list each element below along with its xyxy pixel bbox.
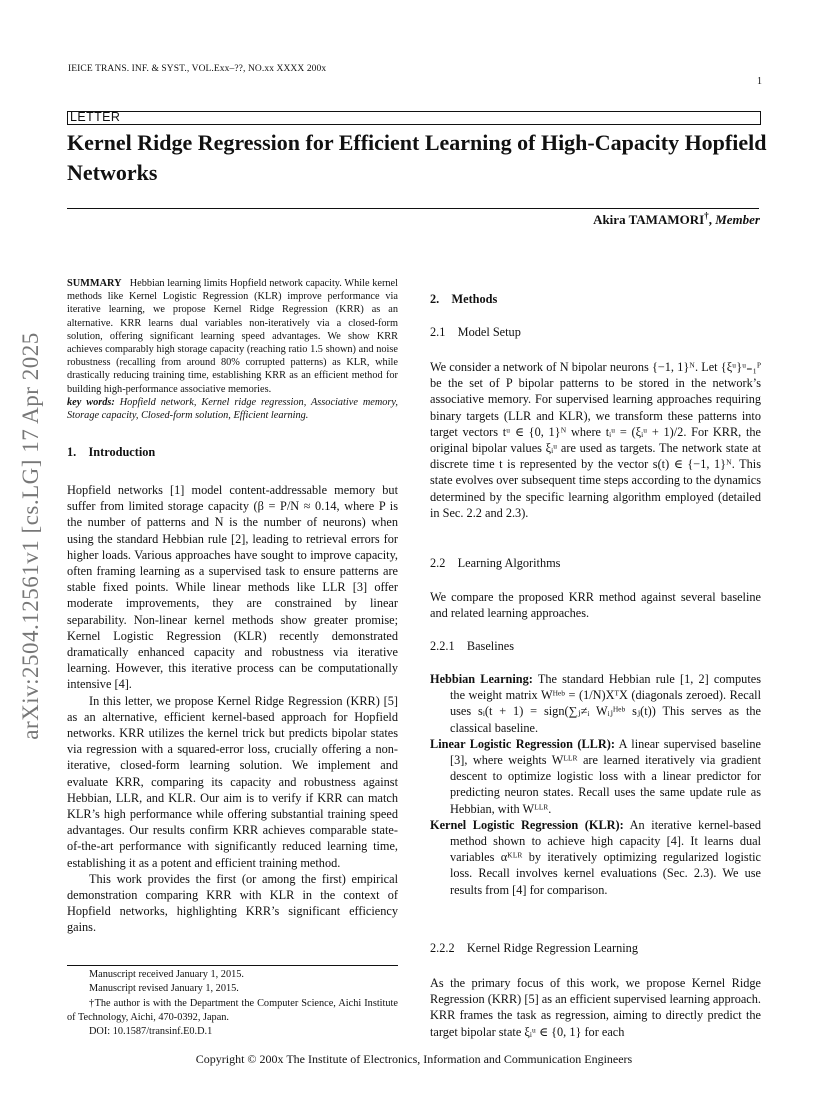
footnotes <box>67 968 398 1039</box>
intro-paragraph-2: In this letter, we propose Kernel Ridge Regression (KRR) [5] as an alternative, efficient kernel-based approach for Hopfield networks. KRR utilizes the kernel trick but predicts bipolar states via regression with a squared-error loss, crucially offering a non-iterative, closed-form learning solution. We implement and evaluate KRR, comparing its capacity and robustness against Hebbian, LLR, and KLR. Our aim is to verify if KRR can match KLR’s high performance while offering substantial training speed advantages. Our results confirm KRR achieves comparable state-of-the-art performance with significantly reduced learning time, establishing it as a potent and efficient training method. <box>67 693 398 870</box>
intro-paragraph-3: This work provides the first (or among the first) empirical demonstration comparing KRR with KLR in the context of Hopfield networks, highlighting KRR’s significant efficiency gains. <box>67 871 398 935</box>
footnote-doi: DOI: 10.1587/transinf.E0.D.1 <box>89 1026 213 1038</box>
llr-label: Linear Logistic Regression (LLR): <box>430 736 615 751</box>
baseline-hebbian <box>430 671 761 736</box>
section-2-2-2-heading: 2.2.2 Kernel Ridge Regression Learning <box>430 941 638 955</box>
section-2-2-text: We compare the proposed KRR method against several baseline and related learning approaches. <box>430 590 761 621</box>
copyright-footer: Copyright © 200x The Institute of Electronics, Information and Communication Engineers <box>195 1052 633 1066</box>
keywords-text: Hopfield network, Kernel ridge regression, Associative memory, Storage capacity, Closed-form solution, Efficient learning. <box>67 397 398 422</box>
keywords <box>67 396 398 422</box>
author-membership: Member <box>715 212 760 227</box>
summary-label: SUMMARY <box>67 278 122 289</box>
paper-title: Kernel Ridge Regression for Efficient Learning of High-Capacity Hopfield Networks <box>67 130 767 185</box>
section-2-2-heading: 2.2 Learning Algorithms <box>430 556 561 570</box>
footnote-revised: Manuscript revised January 1, 2015. <box>89 983 239 995</box>
klr-label: Kernel Logistic Regression (KLR): <box>430 817 624 832</box>
author-mark: † <box>704 210 709 221</box>
section-2-1-text: We consider a network of N bipolar neurons {−1, 1}ᴺ. Let {ξᵘ}ᵘ₌₁ᴾ be the set of P bipolar patterns to be stored in the network’s associative memory. For supervised learning approaches requiring binary targets (LLR and KLR), we transform these patterns into target vectors tᵘ ∈ {0, 1}ᴺ where tᵢᵘ = (ξᵢᵘ + 1)/2. For KRR, the original bipolar values ξᵢᵘ are used as targets. The network state at discrete time t is represented by the vector s(t) ∈ {−1, 1}ᴺ. This state evolves over subsequent time steps according to the dynamics determined by the specific learning algorithm employed (detailed in Sec. 2.2 and 2.3). <box>430 360 761 520</box>
klr-text: An iterative kernel-based method shown to achieve high capacity [4]. It learns dual variables αᴷᴸᴿ by iteratively optimizing regularized logistic loss. Recall involves kernel evaluations (Sec. 2.3). We use results from [4] for comparison. <box>450 817 761 897</box>
footnote-received: Manuscript received January 1, 2015. <box>89 969 244 980</box>
baseline-llr <box>430 736 761 817</box>
baselines-list <box>430 671 761 898</box>
section-2-2-1-heading: 2.2.1 Baselines <box>430 639 515 653</box>
footnote-affiliation: †The author is with the Department the Computer Science, Aichi Institute of Technology, Aichi, 470-0392, Japan. <box>67 997 398 1023</box>
intro-body <box>67 482 398 936</box>
hebbian-text: The standard Hebbian rule [1, 2] computes the weight matrix Wᴴᵉᵇ = (1/N)XᵀX (diagonals zeroed). Recall uses sᵢ(t + 1) = sign(∑ⱼ≠ᵢ Wᵢⱼᴴᵉᵇ sⱼ(t)) This serves as the classical baseline. <box>450 672 761 735</box>
hebbian-label: Hebbian Learning: <box>430 672 533 686</box>
keywords-label: key words: <box>67 397 115 408</box>
page-number: 1 <box>757 76 762 87</box>
llr-text: A linear supervised baseline [3], where weights Wᴸᴸᴿ are learned iteratively via gradient descent to optimize logistic loss with a linear predictor for predicting neuron states. Recall uses the same update rule as Hebbian, with Wᴸᴸᴿ. <box>450 736 761 816</box>
author-line: Akira TAMAMORI†, Member <box>593 210 760 227</box>
intro-heading: 1. Introduction <box>67 445 156 459</box>
running-head: IEICE TRANS. INF. & SYST., VOL.Exx–??, NO.xx XXXX 200x <box>68 64 327 74</box>
footnote-rule <box>67 965 398 966</box>
article-type-box <box>67 111 761 125</box>
arxiv-stamp: arXiv:2504.12561v1 [cs.LG] 17 Apr 2025 <box>18 332 43 740</box>
section-2-1-heading: 2.1 Model Setup <box>430 325 521 339</box>
methods-heading: 2. Methods <box>430 292 498 306</box>
section-2-2-2-text: As the primary focus of this work, we propose Kernel Ridge Regression (KRR) [5] as an efficient supervised learning approach. KRR frames the task as regression, aiming to directly predict the target bipolar state ξᵢᵘ ∈ {0, 1} for each <box>430 976 761 1039</box>
baseline-klr <box>430 817 761 898</box>
article-type-label: LETTER <box>70 110 121 124</box>
intro-paragraph-1: Hopfield networks [1] model content-addressable memory but suffer from limited storage capacity (β = P/N ≈ 0.14, where P is the number of patterns and N is the number of neurons) when using the standard Hebbian rule [2], leading to retrieval errors for higher loads. Various approaches have sought to improve capacity, often framing learning as a supervised task to ensure patterns are stable fixed points. While linear methods like LLR [3] offer moderate improvements, they are constrained by linear separability. Non-linear kernel methods show greater promise; Kernel Logistic Regression (KLR) recently demonstrated dramatically enhanced capacity and robustness via iterative learning. However, this iterative process can be computationally intensive [4]. <box>67 483 398 692</box>
title-rule <box>67 208 759 209</box>
summary <box>67 277 398 396</box>
author-name: Akira TAMAMORI <box>593 212 705 227</box>
summary-text: Hebbian learning limits Hopfield network capacity. While kernel methods like Kernel Logistic Regression (KLR) improve performance via iterative learning, we propose Kernel Ridge Regression (KRR) as an alternative. KRR learns dual variables non-iteratively via a closed-form solution, offering significant learning speed advantages. We show KRR achieves comparably high storage capacity (reaching ratio 1.5 shown) and noise robustness (recalling from around 80% corrupted patterns) as KLR, while drastically reducing training time, establishing KRR as an efficient method for building high-performance associative memories. <box>67 278 398 395</box>
